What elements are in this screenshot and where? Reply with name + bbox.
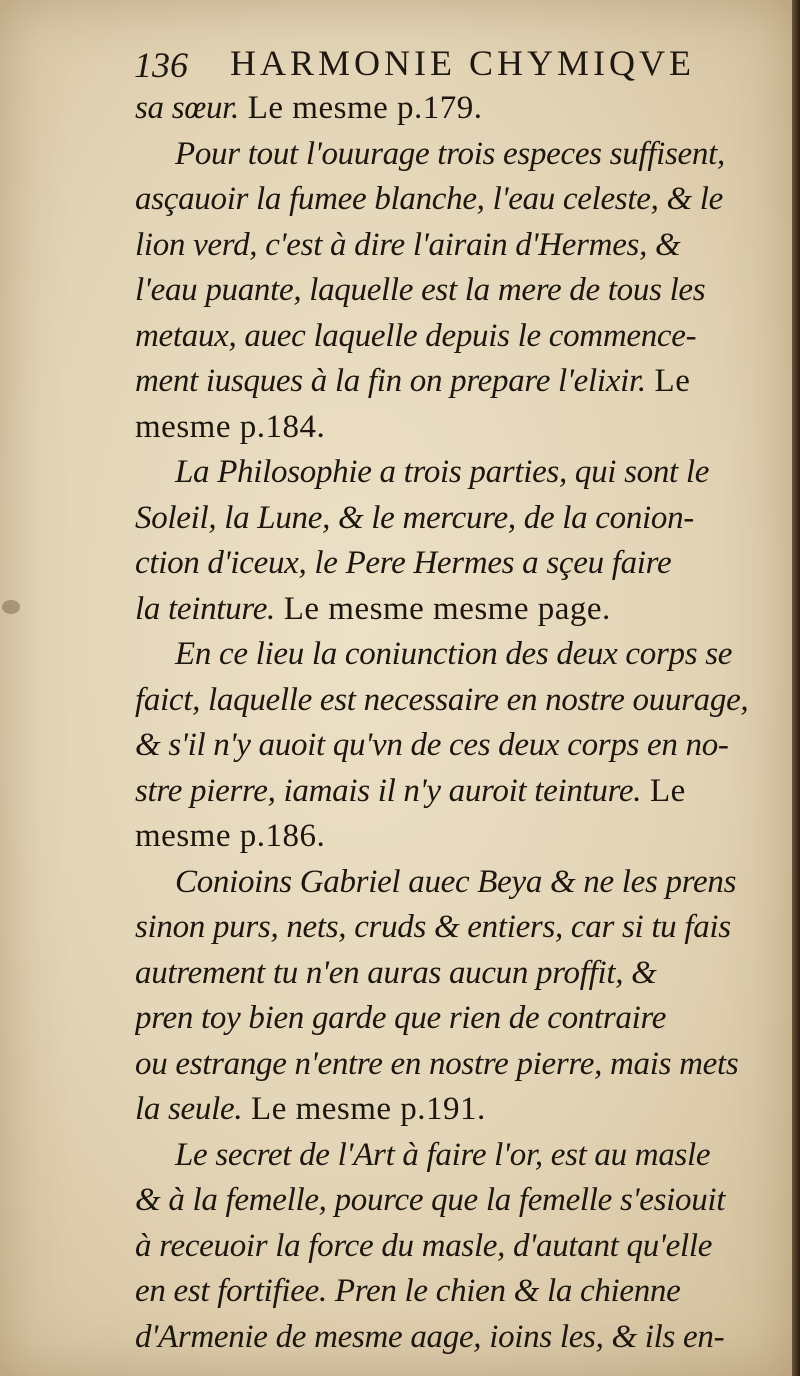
italic-text: d'Armenie de mesme aage, ioins les, & ils en-	[135, 1318, 725, 1355]
text-line	[135, 496, 775, 542]
text-line	[135, 541, 775, 587]
roman-text: Le mesme mesme page.	[275, 590, 611, 627]
italic-text: l'eau puante, laquelle est la mere de tous les	[135, 272, 706, 308]
text-line	[135, 951, 775, 997]
italic-text: Soleil, la Lune, & le mercure, de la conion-	[135, 499, 694, 536]
paper-stain	[2, 600, 20, 614]
text-line	[135, 359, 775, 405]
italic-text: ction d'iceux, le Pere Hermes a sçeu faire	[135, 545, 672, 581]
italic-text: lion verd, c'est à dire l'airain d'Hermes, &	[135, 226, 681, 263]
italic-text: La Philosophie a trois parties, qui sont le	[175, 454, 710, 490]
roman-text: Le	[645, 363, 691, 399]
text-line	[135, 632, 775, 678]
italic-text: asçauoir la fumee blanche, l'eau celeste, & le	[135, 181, 723, 217]
italic-text: en est fortifiee. Pren le chien & la chienne	[135, 1273, 681, 1309]
italic-text: sinon purs, nets, cruds & entiers, car si tu fais	[135, 909, 731, 945]
italic-text: Pour tout l'ouurage trois especes suffisent,	[175, 135, 725, 172]
roman-text: Le	[641, 772, 686, 809]
italic-text: ment iusques à la fin on prepare l'elixir.	[135, 363, 646, 399]
text-line	[135, 905, 775, 951]
text-line	[135, 860, 775, 906]
italic-text: & à la femelle, pource que la femelle s'esiouit	[135, 1182, 726, 1218]
book-gutter	[792, 0, 800, 1376]
text-line	[135, 1042, 775, 1088]
italic-text: ou estrange n'entre en nostre pierre, mais mets	[135, 1045, 739, 1082]
running-title: HARMONIE CHYMIQVE	[230, 43, 695, 83]
page-number: 136	[134, 45, 188, 85]
text-line	[135, 1269, 775, 1315]
roman-text: mesme p.186.	[135, 818, 326, 854]
text-line	[135, 996, 775, 1042]
text-line	[135, 405, 775, 451]
italic-text: la teinture.	[135, 590, 275, 627]
text-line	[135, 723, 775, 769]
text-line	[135, 769, 775, 815]
text-line	[135, 1315, 775, 1361]
italic-text: sa sœur.	[135, 90, 239, 126]
italic-text: à receuoir la force du masle, d'autant qu'elle	[135, 1227, 713, 1264]
italic-text: Le secret de l'Art à faire l'or, est au masle	[175, 1136, 711, 1173]
text-line	[135, 177, 775, 223]
body-text	[135, 86, 775, 1360]
italic-text: autrement tu n'en auras aucun proffit, &	[135, 954, 657, 991]
roman-text: mesme p.184.	[135, 408, 326, 445]
text-line	[135, 86, 775, 132]
text-line	[135, 1224, 775, 1270]
text-line	[135, 314, 775, 360]
text-line	[135, 450, 775, 496]
italic-text: faict, laquelle est necessaire en nostre ouurage,	[135, 681, 749, 718]
italic-text: metaux, auec laquelle depuis le commence-	[135, 317, 697, 354]
italic-text: stre pierre, iamais il n'y auroit teinture.	[135, 772, 642, 809]
italic-text: & s'il n'y auoit qu'vn de ces deux corps en no-	[135, 727, 729, 763]
text-line	[135, 268, 775, 314]
text-line	[135, 223, 775, 269]
text-line	[135, 814, 775, 860]
text-line	[135, 1087, 775, 1133]
text-line	[135, 587, 775, 633]
italic-text: pren toy bien garde que rien de contraire	[135, 1000, 667, 1036]
roman-text: Le mesme p.179.	[238, 90, 483, 126]
text-line	[135, 1133, 775, 1179]
roman-text: Le mesme p.191.	[242, 1091, 486, 1127]
italic-text: En ce lieu la coniunction des deux corps se	[175, 636, 733, 672]
text-line	[135, 678, 775, 724]
italic-text: la seule.	[135, 1091, 243, 1127]
text-line	[135, 1178, 775, 1224]
italic-text: Conioins Gabriel auec Beya & ne les prens	[175, 863, 737, 900]
text-line	[135, 132, 775, 178]
